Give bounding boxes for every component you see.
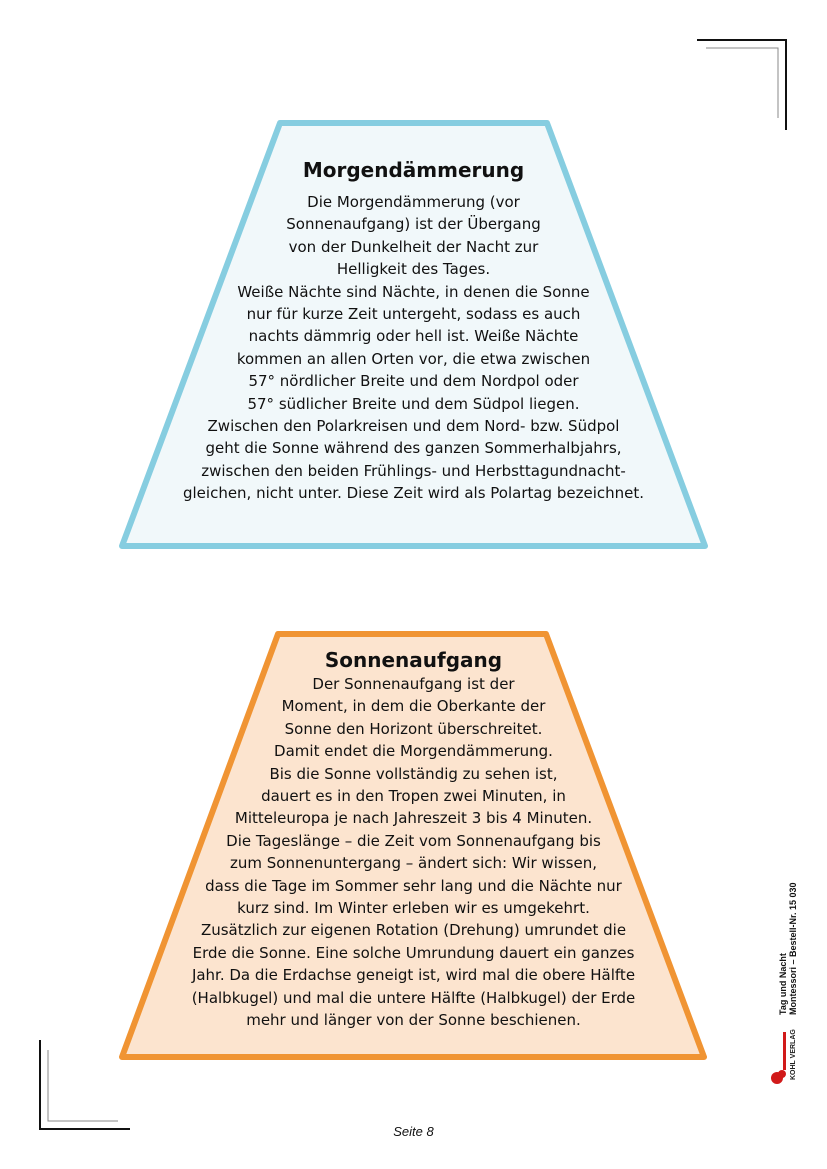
text-line: Jahr. Da die Erdachse geneigt ist, wird mal die obere Hälfte [191, 966, 636, 985]
side-order-label [778, 882, 798, 1015]
side-title: Tag und Nacht [778, 953, 788, 1015]
text-line: mehr und länger von der Sonne beschienen. [246, 1011, 581, 1030]
text-line: Zusätzlich zur eigenen Rotation (Drehung) umrundet die [200, 921, 627, 940]
text-line: zum Sonnenuntergang – ändert sich: Wir wissen, [229, 854, 597, 873]
card-sonnenaufgang-title: Sonnenaufgang [324, 648, 503, 672]
text-line: Damit endet die Morgendämmerung. [274, 742, 553, 761]
text-line: Sonnenaufgang) ist der Übergang [286, 215, 541, 234]
text-line: Zwischen den Polarkreisen und dem Nord- bzw. Südpol [207, 417, 620, 436]
card-morgendaemmerung [120, 157, 707, 505]
publisher-logo-icon [768, 1030, 790, 1090]
text-line: Moment, in dem die Oberkante der [281, 697, 546, 716]
publisher-name: KOHL VERLAG [790, 1029, 797, 1080]
text-line: (Halbkugel) und mal die untere Hälfte (Halbkugel) der Erde [191, 988, 636, 1007]
text-line: Der Sonnenaufgang ist der [312, 675, 515, 693]
text-line: Die Tageslänge – die Zeit vom Sonnenaufgang bis [226, 831, 601, 850]
text-line: Helligkeit des Tages. [336, 260, 491, 279]
text-line: 57° nördlicher Breite und dem Nordpol oder [248, 372, 579, 391]
text-line: gleichen, nicht unter. Diese Zeit wird als Polartag bezeichnet. [182, 484, 645, 503]
text-line: Bis die Sonne vollständig zu sehen ist, [269, 764, 558, 783]
card-morgendaemmerung-title: Morgendämmerung [302, 158, 525, 182]
text-line: Erde die Sonne. Eine solche Umrundung dauert ein ganzes [192, 943, 635, 962]
text-line: 57° südlicher Breite und dem Südpol liegen. [247, 394, 580, 413]
text-line: dauert es in den Tropen zwei Minuten, in [261, 787, 566, 806]
text-line: nachts dämmrig oder hell ist. Weiße Nächte [248, 327, 579, 346]
text-line: dass die Tage im Sommer sehr lang und die Nächte nur [205, 876, 622, 895]
text-line: kurz sind. Im Winter erleben wir es umgekehrt. [237, 899, 590, 918]
page-number: Seite 8 [393, 1124, 434, 1139]
text-line: zwischen den beiden Frühlings- und Herbsttagundnacht- [201, 461, 626, 480]
text-line: Die Morgendämmerung (vor [307, 193, 520, 211]
text-line: nur für kurze Zeit untergeht, sodass es auch [246, 305, 581, 324]
text-line: Sonne den Horizont überschreitet. [284, 719, 543, 738]
text-line: Mitteleuropa je nach Jahreszeit 3 bis 4 Minuten. [234, 809, 593, 828]
card-sonnenaufgang-body [120, 673, 707, 1032]
text-line: Weiße Nächte sind Nächte, in denen die Sonne [237, 282, 590, 301]
text-line: geht die Sonne während des ganzen Sommerhalbjahrs, [205, 439, 622, 458]
text-line: kommen an allen Orten vor, die etwa zwischen [236, 349, 591, 368]
card-morgendaemmerung-body [120, 191, 707, 505]
side-order-number: Montessori – Bestell-Nr. 15 030 [788, 882, 798, 1015]
card-sonnenaufgang [120, 647, 707, 1032]
text-line: von der Dunkelheit der Nacht zur [288, 237, 539, 256]
